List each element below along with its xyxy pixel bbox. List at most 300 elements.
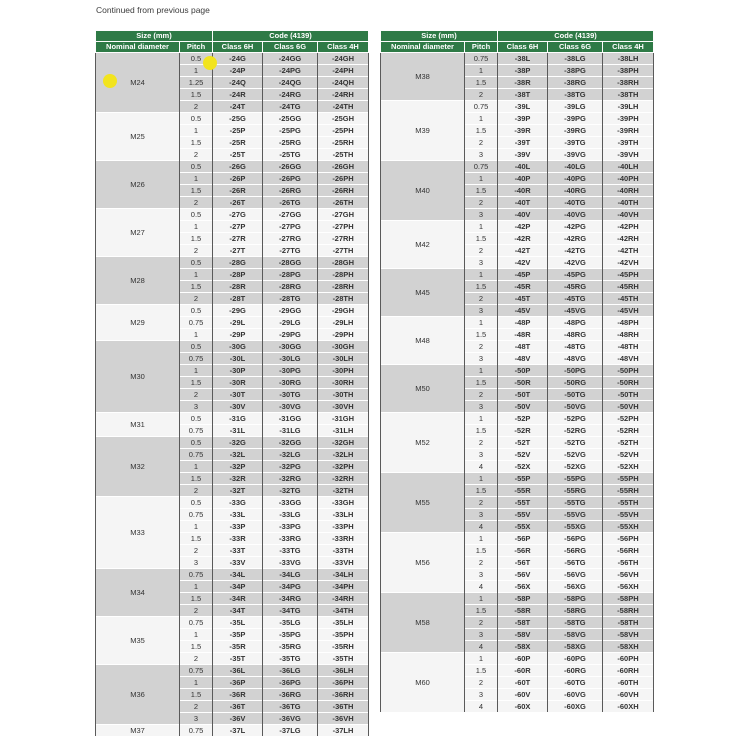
class-6g-cell: -29LG <box>263 317 318 329</box>
class-6h-cell: -48P <box>498 317 548 329</box>
pitch-cell: 1.5 <box>465 185 498 197</box>
class-6g-cell: -33VG <box>263 557 318 569</box>
class-4h-cell: -45VH <box>603 305 654 317</box>
class-4h-cell: -42TH <box>603 245 654 257</box>
class-6h-cell: -35T <box>213 653 263 665</box>
pitch-cell: 2 <box>465 89 498 101</box>
pitch-cell: 3 <box>180 557 213 569</box>
class-6g-cell: -36LG <box>263 665 318 677</box>
diameter-cell: M42 <box>381 221 465 269</box>
class-4h-cell: -38LH <box>603 53 654 65</box>
class-6g-cell: -36VG <box>263 713 318 725</box>
class-6g-cell: -48VG <box>548 353 603 365</box>
pitch-cell: 0.75 <box>180 353 213 365</box>
class-4h-cell: -26TH <box>318 197 369 209</box>
class-4h-cell: -58TH <box>603 617 654 629</box>
class-6h-cell: -40T <box>498 197 548 209</box>
class-4h-cell: -48PH <box>603 317 654 329</box>
class-4h-cell: -28GH <box>318 257 369 269</box>
pitch-cell: 2 <box>465 497 498 509</box>
pitch-cell: 0.75 <box>465 53 498 65</box>
class-6h-cell: -42T <box>498 245 548 257</box>
class-6h-cell: -58T <box>498 617 548 629</box>
class-6h-cell: -28G <box>213 257 263 269</box>
class-6g-cell: -60TG <box>548 677 603 689</box>
class-6h-cell: -30V <box>213 401 263 413</box>
class-6g-cell: -45VG <box>548 305 603 317</box>
class-6g-cell: -34TG <box>263 605 318 617</box>
class-4h-cell: -33TH <box>318 545 369 557</box>
pitch-cell: 3 <box>180 713 213 725</box>
column-header-class-4h: Class 4H <box>318 42 369 53</box>
class-4h-cell: -27GH <box>318 209 369 221</box>
pitch-cell: 2 <box>180 653 213 665</box>
class-6h-cell: -34P <box>213 581 263 593</box>
class-6h-cell: -56T <box>498 557 548 569</box>
pitch-cell: 1.5 <box>465 605 498 617</box>
class-6h-cell: -26T <box>213 197 263 209</box>
class-6h-cell: -42V <box>498 257 548 269</box>
pitch-cell: 1 <box>180 269 213 281</box>
class-6g-cell: -42PG <box>548 221 603 233</box>
class-4h-cell: -40VH <box>603 209 654 221</box>
class-6h-cell: -29P <box>213 329 263 341</box>
class-4h-cell: -34RH <box>318 593 369 605</box>
pitch-cell: 2 <box>180 245 213 257</box>
class-4h-cell: -42PH <box>603 221 654 233</box>
class-4h-cell: -25TH <box>318 149 369 161</box>
class-6h-cell: -58P <box>498 593 548 605</box>
pitch-cell: 2 <box>465 617 498 629</box>
column-header-class-6h: Class 6H <box>498 42 548 53</box>
diameter-cell: M56 <box>381 533 465 593</box>
class-6g-cell: -31GG <box>263 413 318 425</box>
class-4h-cell: -40RH <box>603 185 654 197</box>
class-4h-cell: -33PH <box>318 521 369 533</box>
pitch-cell: 1.5 <box>465 281 498 293</box>
class-6g-cell: -39TG <box>548 137 603 149</box>
pitch-cell: 0.5 <box>180 341 213 353</box>
class-4h-cell: -27TH <box>318 245 369 257</box>
class-4h-cell: -37LH <box>318 725 369 737</box>
class-4h-cell: -32PH <box>318 461 369 473</box>
class-6h-cell: -34L <box>213 569 263 581</box>
class-6g-cell: -34PG <box>263 581 318 593</box>
class-6g-cell: -33RG <box>263 533 318 545</box>
class-4h-cell: -34LH <box>318 569 369 581</box>
class-4h-cell: -28RH <box>318 281 369 293</box>
class-4h-cell: -60VH <box>603 689 654 701</box>
class-6h-cell: -33V <box>213 557 263 569</box>
diameter-cell: M26 <box>96 161 180 209</box>
class-6g-cell: -39LG <box>548 101 603 113</box>
class-4h-cell: -24TH <box>318 101 369 113</box>
class-4h-cell: -48RH <box>603 329 654 341</box>
class-4h-cell: -30VH <box>318 401 369 413</box>
pitch-cell: 1.5 <box>180 533 213 545</box>
class-6g-cell: -26TG <box>263 197 318 209</box>
class-6h-cell: -36L <box>213 665 263 677</box>
class-4h-cell: -60XH <box>603 701 654 713</box>
pitch-cell: 1.5 <box>465 77 498 89</box>
pitch-cell: 1 <box>465 413 498 425</box>
pitch-cell: 2 <box>180 293 213 305</box>
pitch-cell: 2 <box>180 485 213 497</box>
class-6h-cell: -36R <box>213 689 263 701</box>
class-6h-cell: -48T <box>498 341 548 353</box>
pitch-cell: 3 <box>465 689 498 701</box>
diameter-cell: M58 <box>381 593 465 653</box>
class-6g-cell: -50TG <box>548 389 603 401</box>
class-4h-cell: -32TH <box>318 485 369 497</box>
class-6h-cell: -24P <box>213 65 263 77</box>
pitch-cell: 1 <box>180 329 213 341</box>
class-6g-cell: -32TG <box>263 485 318 497</box>
pitch-cell: 1.5 <box>465 665 498 677</box>
class-6h-cell: -33T <box>213 545 263 557</box>
column-header-nominal-diameter: Nominal diameter <box>381 42 465 53</box>
class-4h-cell: -26RH <box>318 185 369 197</box>
class-4h-cell: -36LH <box>318 665 369 677</box>
class-6g-cell: -31LG <box>263 425 318 437</box>
column-header-class-4h: Class 4H <box>603 42 654 53</box>
pitch-cell: 1 <box>465 653 498 665</box>
class-4h-cell: -36VH <box>318 713 369 725</box>
pitch-cell: 1 <box>465 269 498 281</box>
class-6h-cell: -35R <box>213 641 263 653</box>
diameter-cell: M50 <box>381 365 465 413</box>
class-6g-cell: -56RG <box>548 545 603 557</box>
class-4h-cell: -31LH <box>318 425 369 437</box>
column-header-pitch: Pitch <box>465 42 498 53</box>
class-4h-cell: -33LH <box>318 509 369 521</box>
diameter-cell: M24 <box>96 53 180 113</box>
class-6h-cell: -60V <box>498 689 548 701</box>
class-6h-cell: -58V <box>498 629 548 641</box>
pitch-cell: 1 <box>180 173 213 185</box>
class-6g-cell: -24GG <box>263 53 318 65</box>
class-6h-cell: -38T <box>498 89 548 101</box>
class-6h-cell: -45T <box>498 293 548 305</box>
class-6g-cell: -34RG <box>263 593 318 605</box>
class-4h-cell: -39RH <box>603 125 654 137</box>
class-6g-cell: -52PG <box>548 413 603 425</box>
pitch-cell: 2 <box>465 389 498 401</box>
thread-code-table-right <box>380 30 654 712</box>
class-6h-cell: -31G <box>213 413 263 425</box>
pitch-cell: 2 <box>465 245 498 257</box>
class-6h-cell: -40P <box>498 173 548 185</box>
pitch-cell: 1 <box>465 473 498 485</box>
class-6h-cell: -30P <box>213 365 263 377</box>
class-6h-cell: -39P <box>498 113 548 125</box>
class-6g-cell: -27GG <box>263 209 318 221</box>
class-4h-cell: -56RH <box>603 545 654 557</box>
class-6g-cell: -32PG <box>263 461 318 473</box>
class-6h-cell: -42P <box>498 221 548 233</box>
pitch-cell: 2 <box>465 341 498 353</box>
class-6g-cell: -38TG <box>548 89 603 101</box>
class-6g-cell: -30RG <box>263 377 318 389</box>
class-6g-cell: -45RG <box>548 281 603 293</box>
class-6g-cell: -52XG <box>548 461 603 473</box>
column-header-class-6g: Class 6G <box>548 42 603 53</box>
class-4h-cell: -27PH <box>318 221 369 233</box>
pitch-cell: 3 <box>465 305 498 317</box>
class-6g-cell: -29PG <box>263 329 318 341</box>
class-6h-cell: -38R <box>498 77 548 89</box>
pitch-cell: 0.5 <box>180 305 213 317</box>
diameter-cell: M60 <box>381 653 465 713</box>
diameter-cell: M52 <box>381 413 465 473</box>
class-4h-cell: -56XH <box>603 581 654 593</box>
class-6g-cell: -28RG <box>263 281 318 293</box>
pitch-cell: 2 <box>180 101 213 113</box>
pitch-cell: 1 <box>180 221 213 233</box>
class-6g-cell: -58VG <box>548 629 603 641</box>
class-6g-cell: -26GG <box>263 161 318 173</box>
class-6g-cell: -52RG <box>548 425 603 437</box>
class-6g-cell: -33LG <box>263 509 318 521</box>
diameter-cell: M27 <box>96 209 180 257</box>
class-6g-cell: -52VG <box>548 449 603 461</box>
class-6g-cell: -24PG <box>263 65 318 77</box>
class-4h-cell: -27RH <box>318 233 369 245</box>
pitch-cell: 1.5 <box>465 377 498 389</box>
pitch-cell: 1 <box>180 65 213 77</box>
pitch-cell: 1 <box>180 677 213 689</box>
pitch-cell: 1 <box>465 221 498 233</box>
diameter-cell: M28 <box>96 257 180 305</box>
continued-note: Continued from previous page <box>96 5 210 15</box>
class-4h-cell: -45PH <box>603 269 654 281</box>
class-4h-cell: -40LH <box>603 161 654 173</box>
pitch-cell: 0.75 <box>180 509 213 521</box>
highlight-dot-pitch <box>203 56 217 70</box>
class-4h-cell: -29GH <box>318 305 369 317</box>
class-6g-cell: -48TG <box>548 341 603 353</box>
class-4h-cell: -40PH <box>603 173 654 185</box>
pitch-cell: 0.75 <box>180 425 213 437</box>
diameter-cell: M29 <box>96 305 180 341</box>
class-4h-cell: -30PH <box>318 365 369 377</box>
pitch-cell: 1 <box>180 581 213 593</box>
pitch-cell: 1 <box>465 365 498 377</box>
pitch-cell: 1.5 <box>180 89 213 101</box>
pitch-cell: 3 <box>465 209 498 221</box>
class-6h-cell: -30T <box>213 389 263 401</box>
diameter-cell: M37 <box>96 725 180 737</box>
class-4h-cell: -39TH <box>603 137 654 149</box>
column-header-pitch: Pitch <box>180 42 213 53</box>
pitch-cell: 1 <box>465 533 498 545</box>
class-4h-cell: -42VH <box>603 257 654 269</box>
pitch-cell: 2 <box>465 677 498 689</box>
pitch-cell: 1 <box>180 125 213 137</box>
pitch-cell: 2 <box>465 197 498 209</box>
class-6h-cell: -55P <box>498 473 548 485</box>
column-header-nominal-diameter: Nominal diameter <box>96 42 180 53</box>
class-6g-cell: -28GG <box>263 257 318 269</box>
class-4h-cell: -33VH <box>318 557 369 569</box>
class-6g-cell: -55RG <box>548 485 603 497</box>
pitch-cell: 0.75 <box>180 317 213 329</box>
class-6g-cell: -42RG <box>548 233 603 245</box>
pitch-cell: 1.5 <box>180 233 213 245</box>
class-4h-cell: -50VH <box>603 401 654 413</box>
class-4h-cell: -36RH <box>318 689 369 701</box>
class-4h-cell: -39PH <box>603 113 654 125</box>
diameter-cell: M45 <box>381 269 465 317</box>
pitch-cell: 2 <box>465 293 498 305</box>
class-4h-cell: -30LH <box>318 353 369 365</box>
class-4h-cell: -28PH <box>318 269 369 281</box>
pitch-cell: 1 <box>465 113 498 125</box>
class-4h-cell: -32GH <box>318 437 369 449</box>
class-6g-cell: -30TG <box>263 389 318 401</box>
class-6g-cell: -30GG <box>263 341 318 353</box>
class-4h-cell: -60PH <box>603 653 654 665</box>
class-6h-cell: -36V <box>213 713 263 725</box>
pitch-cell: 4 <box>465 641 498 653</box>
class-6g-cell: -27TG <box>263 245 318 257</box>
pitch-cell: 2 <box>465 437 498 449</box>
pitch-cell: 0.75 <box>180 449 213 461</box>
class-6h-cell: -26G <box>213 161 263 173</box>
pitch-cell: 1 <box>180 365 213 377</box>
class-6h-cell: -25P <box>213 125 263 137</box>
diameter-cell: M25 <box>96 113 180 161</box>
pitch-cell: 2 <box>180 389 213 401</box>
class-6g-cell: -32LG <box>263 449 318 461</box>
class-6g-cell: -52TG <box>548 437 603 449</box>
pitch-cell: 3 <box>465 509 498 521</box>
class-6h-cell: -33G <box>213 497 263 509</box>
class-4h-cell: -26PH <box>318 173 369 185</box>
class-4h-cell: -58PH <box>603 593 654 605</box>
class-6h-cell: -38L <box>498 53 548 65</box>
pitch-cell: 1.5 <box>180 281 213 293</box>
class-4h-cell: -25PH <box>318 125 369 137</box>
class-6g-cell: -38RG <box>548 77 603 89</box>
class-6g-cell: -27RG <box>263 233 318 245</box>
pitch-cell: 1 <box>180 461 213 473</box>
class-6h-cell: -56R <box>498 545 548 557</box>
class-4h-cell: -52VH <box>603 449 654 461</box>
pitch-cell: 1.25 <box>180 77 213 89</box>
code-group-header: Code (4139) <box>213 31 369 42</box>
class-6h-cell: -55T <box>498 497 548 509</box>
class-4h-cell: -45RH <box>603 281 654 293</box>
class-6g-cell: -28PG <box>263 269 318 281</box>
class-4h-cell: -30TH <box>318 389 369 401</box>
class-6g-cell: -40TG <box>548 197 603 209</box>
pitch-cell: 0.75 <box>465 161 498 173</box>
class-6h-cell: -58R <box>498 605 548 617</box>
thread-code-table-left <box>95 30 369 736</box>
class-4h-cell: -35LH <box>318 617 369 629</box>
class-6g-cell: -32GG <box>263 437 318 449</box>
class-6h-cell: -30R <box>213 377 263 389</box>
class-6g-cell: -50PG <box>548 365 603 377</box>
class-6g-cell: -39RG <box>548 125 603 137</box>
class-4h-cell: -55PH <box>603 473 654 485</box>
pitch-cell: 2 <box>180 149 213 161</box>
code-group-header: Code (4139) <box>498 31 654 42</box>
class-6g-cell: -50RG <box>548 377 603 389</box>
class-6h-cell: -52X <box>498 461 548 473</box>
class-6h-cell: -39V <box>498 149 548 161</box>
class-4h-cell: -40TH <box>603 197 654 209</box>
class-4h-cell: -55TH <box>603 497 654 509</box>
class-6h-cell: -24Q <box>213 77 263 89</box>
class-6h-cell: -60P <box>498 653 548 665</box>
class-6h-cell: -32T <box>213 485 263 497</box>
pitch-cell: 2 <box>180 197 213 209</box>
class-6g-cell: -33PG <box>263 521 318 533</box>
class-6g-cell: -58PG <box>548 593 603 605</box>
pitch-cell: 1.5 <box>180 689 213 701</box>
class-4h-cell: -52RH <box>603 425 654 437</box>
class-4h-cell: -52PH <box>603 413 654 425</box>
class-6h-cell: -32L <box>213 449 263 461</box>
class-6g-cell: -24RG <box>263 89 318 101</box>
class-4h-cell: -28TH <box>318 293 369 305</box>
class-4h-cell: -34PH <box>318 581 369 593</box>
pitch-cell: 3 <box>180 401 213 413</box>
class-6h-cell: -52P <box>498 413 548 425</box>
class-6g-cell: -30LG <box>263 353 318 365</box>
class-6g-cell: -55TG <box>548 497 603 509</box>
class-6h-cell: -39R <box>498 125 548 137</box>
class-6g-cell: -35PG <box>263 629 318 641</box>
pitch-cell: 0.5 <box>180 497 213 509</box>
pitch-cell: 4 <box>465 521 498 533</box>
pitch-cell: 0.75 <box>180 665 213 677</box>
class-6g-cell: -55VG <box>548 509 603 521</box>
class-4h-cell: -58RH <box>603 605 654 617</box>
class-6g-cell: -40RG <box>548 185 603 197</box>
class-4h-cell: -35RH <box>318 641 369 653</box>
class-6g-cell: -37LG <box>263 725 318 737</box>
pitch-cell: 4 <box>465 581 498 593</box>
class-4h-cell: -35TH <box>318 653 369 665</box>
class-6g-cell: -35RG <box>263 641 318 653</box>
class-6h-cell: -30L <box>213 353 263 365</box>
class-4h-cell: -50TH <box>603 389 654 401</box>
class-6g-cell: -38PG <box>548 65 603 77</box>
diameter-cell: M30 <box>96 341 180 413</box>
pitch-cell: 0.75 <box>180 569 213 581</box>
class-6g-cell: -36RG <box>263 689 318 701</box>
class-6h-cell: -29G <box>213 305 263 317</box>
class-6h-cell: -60R <box>498 665 548 677</box>
class-6h-cell: -24R <box>213 89 263 101</box>
pitch-cell: 1.5 <box>180 137 213 149</box>
class-4h-cell: -39VH <box>603 149 654 161</box>
class-6g-cell: -58RG <box>548 605 603 617</box>
pitch-cell: 1.5 <box>180 641 213 653</box>
class-4h-cell: -38TH <box>603 89 654 101</box>
class-6h-cell: -56V <box>498 569 548 581</box>
class-6h-cell: -25G <box>213 113 263 125</box>
pitch-cell: 0.5 <box>180 413 213 425</box>
class-6h-cell: -58X <box>498 641 548 653</box>
class-6g-cell: -35LG <box>263 617 318 629</box>
class-6h-cell: -32R <box>213 473 263 485</box>
class-4h-cell: -42RH <box>603 233 654 245</box>
class-6g-cell: -36TG <box>263 701 318 713</box>
